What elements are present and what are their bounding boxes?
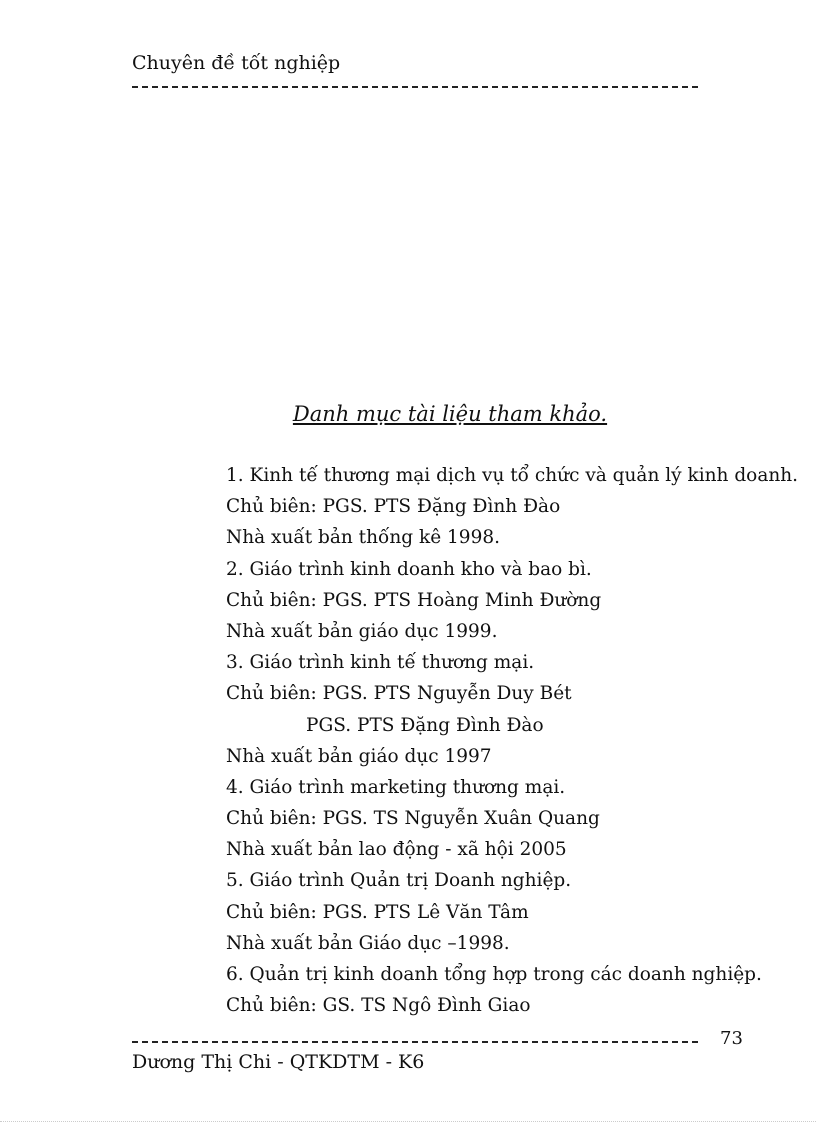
reference-item-6-title: 6. Quản trị kinh doanh tổng hợp trong các doanh nghiệp. [226, 964, 762, 985]
reference-item-2-editor: Chủ biên: PGS. PTS Hoàng Minh Đường [226, 589, 602, 611]
header-divider [132, 86, 698, 88]
page-number: 73 [720, 1028, 743, 1049]
reference-item-1-editor: Chủ biên: PGS. PTS Đặng Đình Đào [226, 496, 561, 518]
reference-item-4-title: 4. Giáo trình marketing thương mại. [226, 776, 566, 798]
reference-item-5-editor: Chủ biên: PGS. PTS Lê Văn Tâm [226, 901, 529, 923]
reference-list [226, 462, 798, 1023]
reference-item-4-editor: Chủ biên: PGS. TS Nguyễn Xuân Quang [226, 808, 600, 830]
page-bottom-border [0, 1121, 816, 1122]
reference-item-3-editor: Chủ biên: PGS. PTS Nguyễn Duy Bét [226, 683, 572, 705]
reference-item-3-publisher: Nhà xuất bản giáo dục 1997 [226, 745, 492, 767]
reference-item-3-title: 3. Giáo trình kinh tế thương mại. [226, 652, 535, 674]
reference-item-2-publisher: Nhà xuất bản giáo dục 1999. [226, 620, 498, 642]
section-title: Danh mục tài liệu tham khảo. [292, 402, 608, 426]
reference-item-6-editor: Chủ biên: GS. TS Ngô Đình Giao [226, 995, 531, 1017]
reference-item-1-publisher: Nhà xuất bản thống kê 1998. [226, 527, 500, 549]
reference-item-5-publisher: Nhà xuất bản Giáo dục –1998. [226, 932, 510, 954]
reference-item-5-title: 5. Giáo trình Quản trị Doanh nghiệp. [226, 870, 572, 892]
footer-divider [132, 1041, 698, 1043]
page-footer: Dương Thị Chi - QTKDTM - K6 [132, 1051, 425, 1073]
page-header: Chuyên đề tốt nghiệp [132, 52, 341, 74]
reference-item-4-publisher: Nhà xuất bản lao động - xã hội 2005 [226, 839, 567, 861]
reference-item-2-title: 2. Giáo trình kinh doanh kho và bao bì. [226, 558, 592, 580]
reference-item-1-title: 1. Kinh tế thương mại dịch vụ tổ chức và quản lý kinh doanh. [226, 465, 799, 486]
reference-item-3-coeditor: PGS. PTS Đặng Đình Đào [306, 714, 544, 736]
